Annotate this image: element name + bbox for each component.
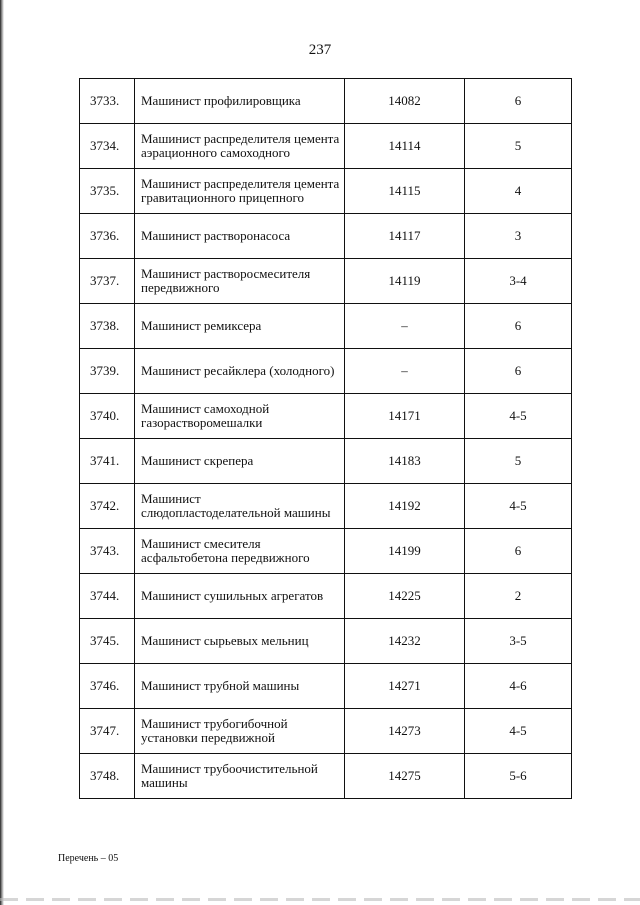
table-row (80, 394, 572, 439)
row-number: 3742. (80, 484, 135, 529)
table-row (80, 214, 572, 259)
table-body (80, 79, 572, 799)
grade-range: 3-5 (465, 619, 572, 664)
occupation-name: Машинист трубогибочной установки передвижной (135, 709, 345, 754)
grade-range: 6 (465, 349, 572, 394)
table-row (80, 754, 572, 799)
occupation-code: 14232 (345, 619, 465, 664)
grade-range: 5 (465, 439, 572, 484)
occupation-code: 14082 (345, 79, 465, 124)
occupation-name: Машинист профилировщика (135, 79, 345, 124)
occupation-name: Машинист сушильных агрегатов (135, 574, 345, 619)
occupation-name: Машинист самоходной газорастворомешалки (135, 394, 345, 439)
occupation-code: 14271 (345, 664, 465, 709)
row-number: 3740. (80, 394, 135, 439)
grade-range: 2 (465, 574, 572, 619)
row-number: 3735. (80, 169, 135, 214)
row-number: 3741. (80, 439, 135, 484)
grade-range: 3 (465, 214, 572, 259)
occupation-name: Машинист ресайклера (холодного) (135, 349, 345, 394)
row-number: 3734. (80, 124, 135, 169)
table-row (80, 484, 572, 529)
occupation-code: – (345, 304, 465, 349)
grade-range: 6 (465, 529, 572, 574)
row-number: 3743. (80, 529, 135, 574)
scan-left-edge (0, 0, 4, 905)
grade-range: 6 (465, 304, 572, 349)
occupation-name: Машинист сырьевых мельниц (135, 619, 345, 664)
footer-label: Перечень – 05 (58, 853, 119, 864)
page-number: 237 (308, 42, 332, 58)
row-number: 3746. (80, 664, 135, 709)
grade-range: 5 (465, 124, 572, 169)
occupation-name: Машинист смесителя асфальтобетона передвижного (135, 529, 345, 574)
occupation-code: 14119 (345, 259, 465, 304)
occupation-code: – (345, 349, 465, 394)
occupation-code: 14273 (345, 709, 465, 754)
occupation-code: 14183 (345, 439, 465, 484)
occupation-code: 14192 (345, 484, 465, 529)
grade-range: 4-5 (465, 394, 572, 439)
grade-range: 4 (465, 169, 572, 214)
table-row (80, 664, 572, 709)
occupations-table (79, 78, 572, 799)
row-number: 3733. (80, 79, 135, 124)
table-row (80, 529, 572, 574)
row-number: 3738. (80, 304, 135, 349)
scan-bottom-line (0, 898, 640, 901)
grade-range: 6 (465, 79, 572, 124)
row-number: 3736. (80, 214, 135, 259)
grade-range: 5-6 (465, 754, 572, 799)
row-number: 3744. (80, 574, 135, 619)
occupation-code: 14115 (345, 169, 465, 214)
occupation-name: Машинист ремиксера (135, 304, 345, 349)
occupation-name: Машинист растворосмесителя передвижного (135, 259, 345, 304)
occupation-name: Машинист распределителя цемента аэрационного самоходного (135, 124, 345, 169)
occupation-code: 14117 (345, 214, 465, 259)
occupation-code: 14275 (345, 754, 465, 799)
row-number: 3737. (80, 259, 135, 304)
table-row (80, 124, 572, 169)
grade-range: 4-5 (465, 484, 572, 529)
table-row (80, 349, 572, 394)
row-number: 3747. (80, 709, 135, 754)
grade-range: 4-6 (465, 664, 572, 709)
table-row (80, 169, 572, 214)
table-row (80, 259, 572, 304)
table-row (80, 574, 572, 619)
table-row (80, 79, 572, 124)
occupation-code: 14171 (345, 394, 465, 439)
table-row (80, 439, 572, 484)
grade-range: 3-4 (465, 259, 572, 304)
row-number: 3748. (80, 754, 135, 799)
occupation-name: Машинист растворонасоса (135, 214, 345, 259)
row-number: 3739. (80, 349, 135, 394)
occupation-name: Машинист слюдопластоделательной машины (135, 484, 345, 529)
grade-range: 4-5 (465, 709, 572, 754)
occupation-name: Машинист скрепера (135, 439, 345, 484)
occupation-name: Машинист трубоочистительной машины (135, 754, 345, 799)
occupation-code: 14114 (345, 124, 465, 169)
occupation-code: 14225 (345, 574, 465, 619)
table-row (80, 304, 572, 349)
occupation-name: Машинист трубной машины (135, 664, 345, 709)
table-row (80, 619, 572, 664)
occupation-name: Машинист распределителя цемента гравитационного прицепного (135, 169, 345, 214)
row-number: 3745. (80, 619, 135, 664)
occupation-code: 14199 (345, 529, 465, 574)
table-row (80, 709, 572, 754)
